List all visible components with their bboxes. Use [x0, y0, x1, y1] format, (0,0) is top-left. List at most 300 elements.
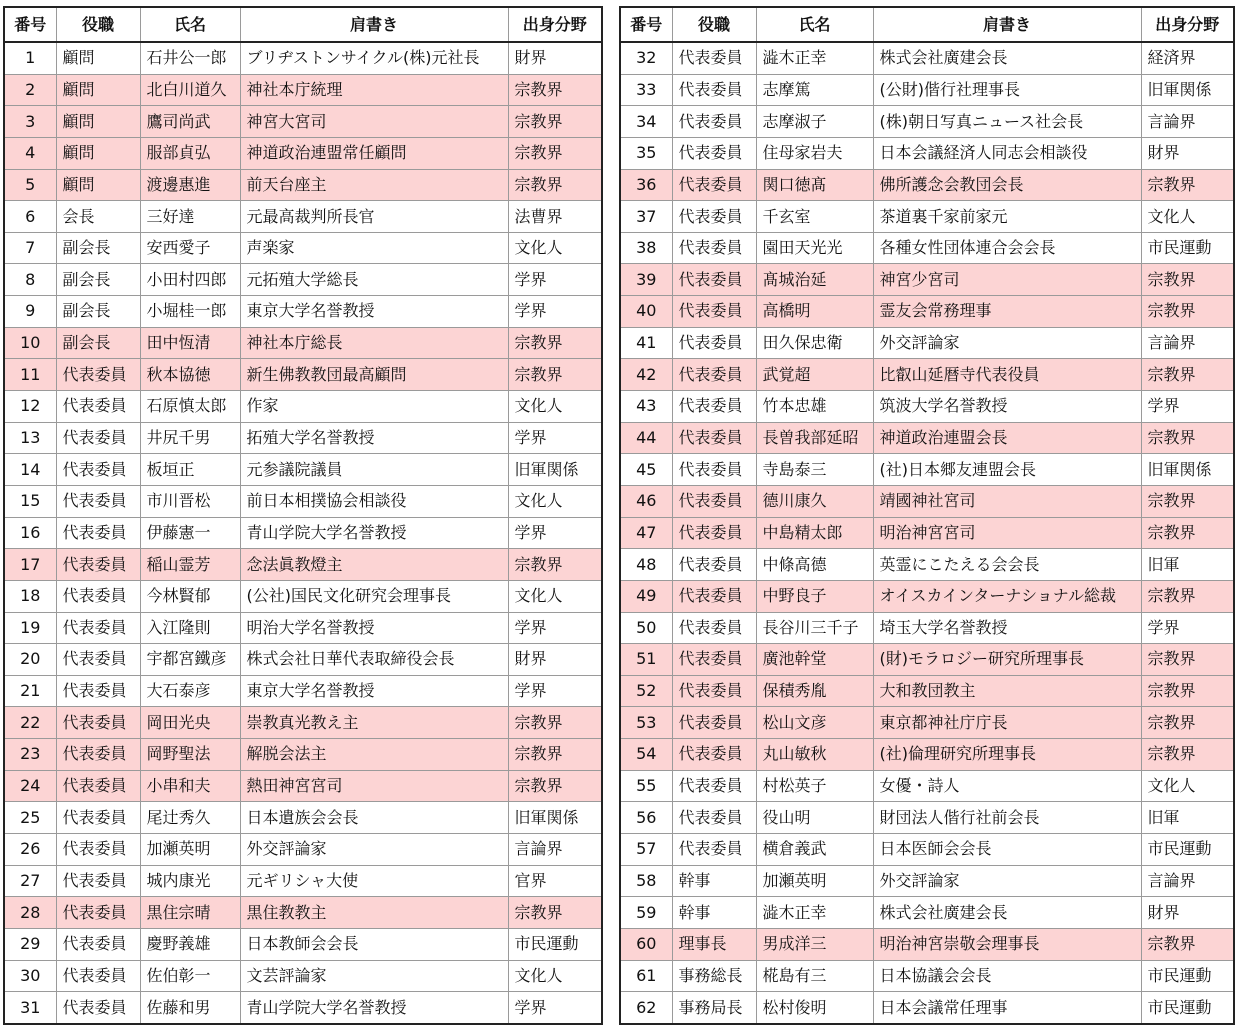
- cell-role: 代表委員: [56, 834, 140, 866]
- cell-field: 学界: [508, 422, 602, 454]
- cell-role: 代表委員: [672, 739, 756, 771]
- cell-field: 旧軍関係: [508, 802, 602, 834]
- cell-number: 19: [4, 612, 56, 644]
- cell-number: 25: [4, 802, 56, 834]
- cell-name: 市川晋松: [140, 485, 240, 517]
- cell-name: 長曽我部延昭: [756, 422, 873, 454]
- cell-name: 小堀桂一郎: [140, 296, 240, 328]
- header-title: 肩書き: [240, 7, 508, 42]
- table-row: [620, 296, 1234, 328]
- table-row: [620, 169, 1234, 201]
- cell-title: 声楽家: [240, 232, 508, 264]
- cell-number: 34: [620, 106, 672, 138]
- cell-field: 経済界: [1141, 42, 1234, 74]
- cell-title: 崇教真光教え主: [240, 707, 508, 739]
- cell-field: 宗教界: [508, 169, 602, 201]
- cell-field: 宗教界: [1141, 422, 1234, 454]
- cell-number: 20: [4, 644, 56, 676]
- cell-number: 26: [4, 834, 56, 866]
- cell-role: 代表委員: [672, 201, 756, 233]
- cell-field: 宗教界: [508, 707, 602, 739]
- cell-role: 顧問: [56, 137, 140, 169]
- cell-name: 髙城治延: [756, 264, 873, 296]
- cell-field: 宗教界: [508, 327, 602, 359]
- cell-role: 代表委員: [56, 391, 140, 423]
- cell-number: 48: [620, 549, 672, 581]
- cell-title: 茶道裏千家前家元: [873, 201, 1141, 233]
- table-row: [620, 960, 1234, 992]
- cell-role: 幹事: [672, 865, 756, 897]
- cell-field: 言論界: [1141, 327, 1234, 359]
- table-row: [4, 74, 602, 106]
- table-row: [620, 422, 1234, 454]
- cell-number: 29: [4, 928, 56, 960]
- cell-name: 志摩篤: [756, 74, 873, 106]
- cell-title: 青山学院大学名誉教授: [240, 517, 508, 549]
- cell-number: 3: [4, 106, 56, 138]
- cell-role: 代表委員: [672, 517, 756, 549]
- cell-name: 丸山敏秋: [756, 739, 873, 771]
- cell-title: 外交評論家: [240, 834, 508, 866]
- cell-number: 35: [620, 137, 672, 169]
- cell-title: 新生佛教教団最高顧問: [240, 359, 508, 391]
- cell-number: 50: [620, 612, 672, 644]
- cell-field: 財界: [508, 42, 602, 74]
- cell-field: 学界: [508, 992, 602, 1024]
- cell-name: 宇都宮鐵彦: [140, 644, 240, 676]
- cell-role: 事務総長: [672, 960, 756, 992]
- cell-number: 13: [4, 422, 56, 454]
- cell-name: 加瀬英明: [756, 865, 873, 897]
- table-row: [4, 897, 602, 929]
- cell-number: 21: [4, 675, 56, 707]
- cell-field: 宗教界: [1141, 264, 1234, 296]
- cell-title: 青山学院大学名誉教授: [240, 992, 508, 1024]
- cell-number: 22: [4, 707, 56, 739]
- cell-name: 松山文彦: [756, 707, 873, 739]
- table-row: [620, 201, 1234, 233]
- cell-field: 宗教界: [1141, 485, 1234, 517]
- cell-number: 16: [4, 517, 56, 549]
- table-row: [620, 232, 1234, 264]
- cell-name: 伊藤憲一: [140, 517, 240, 549]
- cell-title: 大和教団教主: [873, 675, 1141, 707]
- table-row: [4, 296, 602, 328]
- table-row: [620, 137, 1234, 169]
- cell-field: 旧軍: [1141, 549, 1234, 581]
- cell-role: 代表委員: [672, 454, 756, 486]
- table-row: [4, 232, 602, 264]
- cell-field: 文化人: [508, 232, 602, 264]
- cell-name: 園田天光光: [756, 232, 873, 264]
- cell-number: 36: [620, 169, 672, 201]
- cell-field: 官界: [508, 865, 602, 897]
- cell-number: 45: [620, 454, 672, 486]
- cell-title: 外交評論家: [873, 327, 1141, 359]
- table-row: [620, 739, 1234, 771]
- header-role: 役職: [672, 7, 756, 42]
- cell-role: 顧問: [56, 42, 140, 74]
- cell-number: 49: [620, 580, 672, 612]
- cell-field: 宗教界: [508, 897, 602, 929]
- cell-number: 4: [4, 137, 56, 169]
- table-row: [620, 549, 1234, 581]
- header-role: 役職: [56, 7, 140, 42]
- cell-title: 元参議院議員: [240, 454, 508, 486]
- table-row: [4, 106, 602, 138]
- table-row: [620, 644, 1234, 676]
- cell-role: 代表委員: [672, 296, 756, 328]
- table-row: [620, 327, 1234, 359]
- table-row: [620, 928, 1234, 960]
- cell-number: 57: [620, 834, 672, 866]
- cell-name: 中島精太郎: [756, 517, 873, 549]
- cell-name: 佐伯彰一: [140, 960, 240, 992]
- table-row: [4, 169, 602, 201]
- cell-title: 元ギリシャ大使: [240, 865, 508, 897]
- table-row: [4, 359, 602, 391]
- cell-field: 言論界: [1141, 865, 1234, 897]
- cell-field: 文化人: [508, 391, 602, 423]
- cell-name: 高橋明: [756, 296, 873, 328]
- cell-role: 代表委員: [56, 865, 140, 897]
- cell-role: 代表委員: [56, 359, 140, 391]
- cell-number: 7: [4, 232, 56, 264]
- cell-name: 中條高德: [756, 549, 873, 581]
- cell-name: 渡邊惠進: [140, 169, 240, 201]
- cell-number: 54: [620, 739, 672, 771]
- cell-name: 澁木正幸: [756, 42, 873, 74]
- cell-name: 寺島泰三: [756, 454, 873, 486]
- cell-title: 日本協議会会長: [873, 960, 1141, 992]
- cell-field: 言論界: [1141, 106, 1234, 138]
- cell-number: 2: [4, 74, 56, 106]
- cell-number: 17: [4, 549, 56, 581]
- cell-field: 市民運動: [1141, 992, 1234, 1024]
- cell-title: 財団法人偕行社前会長: [873, 802, 1141, 834]
- cell-number: 56: [620, 802, 672, 834]
- table-body-left: [4, 42, 602, 1024]
- cell-number: 33: [620, 74, 672, 106]
- cell-name: 中野良子: [756, 580, 873, 612]
- cell-field: 宗教界: [1141, 296, 1234, 328]
- table-row: [4, 422, 602, 454]
- cell-field: 宗教界: [508, 106, 602, 138]
- cell-number: 58: [620, 865, 672, 897]
- cell-title: 霊友会常務理事: [873, 296, 1141, 328]
- cell-number: 47: [620, 517, 672, 549]
- cell-role: 顧問: [56, 74, 140, 106]
- cell-name: 岡野聖法: [140, 739, 240, 771]
- cell-number: 31: [4, 992, 56, 1024]
- cell-title: 日本教師会会長: [240, 928, 508, 960]
- cell-field: 財界: [1141, 897, 1234, 929]
- cell-role: 代表委員: [672, 770, 756, 802]
- cell-name: 今林賢郁: [140, 580, 240, 612]
- cell-title: 元最高裁判所長官: [240, 201, 508, 233]
- cell-role: 代表委員: [56, 485, 140, 517]
- cell-title: 東京大学名誉教授: [240, 296, 508, 328]
- cell-role: 事務局長: [672, 992, 756, 1024]
- cell-number: 24: [4, 770, 56, 802]
- cell-name: 長谷川三千子: [756, 612, 873, 644]
- cell-field: 宗教界: [508, 770, 602, 802]
- table-row: [620, 992, 1234, 1024]
- cell-role: 副会長: [56, 327, 140, 359]
- cell-field: 学界: [1141, 391, 1234, 423]
- cell-field: 学界: [1141, 612, 1234, 644]
- cell-title: 文芸評論家: [240, 960, 508, 992]
- cell-field: 旧軍関係: [1141, 74, 1234, 106]
- table-row: [4, 137, 602, 169]
- cell-title: 各種女性団体連合会会長: [873, 232, 1141, 264]
- table-row: [620, 865, 1234, 897]
- cell-title: 東京大学名誉教授: [240, 675, 508, 707]
- cell-role: 副会長: [56, 296, 140, 328]
- cell-role: 代表委員: [672, 106, 756, 138]
- cell-title: 株式会社廣建会長: [873, 42, 1141, 74]
- cell-number: 1: [4, 42, 56, 74]
- cell-role: 代表委員: [672, 42, 756, 74]
- cell-name: 住母家岩夫: [756, 137, 873, 169]
- cell-number: 30: [4, 960, 56, 992]
- cell-number: 38: [620, 232, 672, 264]
- cell-name: 村松英子: [756, 770, 873, 802]
- cell-field: 文化人: [508, 485, 602, 517]
- cell-number: 46: [620, 485, 672, 517]
- cell-name: 田久保忠衛: [756, 327, 873, 359]
- cell-title: 念法眞教燈主: [240, 549, 508, 581]
- cell-field: 学界: [508, 296, 602, 328]
- members-table-right: [619, 6, 1235, 1025]
- cell-role: 会長: [56, 201, 140, 233]
- cell-title: 前天台座主: [240, 169, 508, 201]
- cell-number: 18: [4, 580, 56, 612]
- cell-name: 大石泰彦: [140, 675, 240, 707]
- cell-name: 加瀬英明: [140, 834, 240, 866]
- cell-title: 外交評論家: [873, 865, 1141, 897]
- cell-title: 解脱会法主: [240, 739, 508, 771]
- cell-title: 女優・詩人: [873, 770, 1141, 802]
- cell-role: 代表委員: [56, 960, 140, 992]
- header-number: 番号: [4, 7, 56, 42]
- cell-name: 岡田光央: [140, 707, 240, 739]
- cell-field: 学界: [508, 517, 602, 549]
- cell-role: 代表委員: [672, 74, 756, 106]
- cell-field: 法曹界: [508, 201, 602, 233]
- cell-field: 宗教界: [1141, 928, 1234, 960]
- cell-field: 財界: [1141, 137, 1234, 169]
- table-row: [620, 802, 1234, 834]
- cell-number: 23: [4, 739, 56, 771]
- cell-number: 28: [4, 897, 56, 929]
- table-row: [620, 612, 1234, 644]
- cell-field: 宗教界: [1141, 739, 1234, 771]
- table-row: [620, 391, 1234, 423]
- cell-name: 北白川道久: [140, 74, 240, 106]
- cell-title: 東京都神社庁庁長: [873, 707, 1141, 739]
- cell-role: 代表委員: [672, 169, 756, 201]
- cell-field: 財界: [508, 644, 602, 676]
- cell-number: 61: [620, 960, 672, 992]
- cell-role: 代表委員: [672, 485, 756, 517]
- table-row: [4, 327, 602, 359]
- table-row: [4, 960, 602, 992]
- cell-field: 文化人: [1141, 201, 1234, 233]
- cell-name: 澁木正幸: [756, 897, 873, 929]
- cell-number: 62: [620, 992, 672, 1024]
- table-row: [620, 834, 1234, 866]
- cell-title: 日本遺族会会長: [240, 802, 508, 834]
- table-row: [4, 612, 602, 644]
- cell-name: 秋本協徳: [140, 359, 240, 391]
- table-row: [4, 42, 602, 74]
- cell-field: 文化人: [508, 960, 602, 992]
- table-row: [620, 264, 1234, 296]
- cell-name: 井尻千男: [140, 422, 240, 454]
- table-row: [4, 802, 602, 834]
- header-row: [4, 7, 602, 42]
- table-row: [4, 454, 602, 486]
- cell-name: 役山明: [756, 802, 873, 834]
- cell-name: 武覚超: [756, 359, 873, 391]
- cell-field: 宗教界: [1141, 517, 1234, 549]
- cell-role: 代表委員: [672, 359, 756, 391]
- cell-field: 宗教界: [508, 137, 602, 169]
- cell-role: 代表委員: [56, 422, 140, 454]
- cell-title: 元拓殖大学総長: [240, 264, 508, 296]
- cell-name: 横倉義武: [756, 834, 873, 866]
- cell-number: 51: [620, 644, 672, 676]
- cell-field: 旧軍関係: [1141, 454, 1234, 486]
- cell-field: 言論界: [508, 834, 602, 866]
- cell-name: 小串和夫: [140, 770, 240, 802]
- cell-number: 37: [620, 201, 672, 233]
- cell-field: 宗教界: [1141, 359, 1234, 391]
- table-row: [4, 865, 602, 897]
- cell-name: 安西愛子: [140, 232, 240, 264]
- cell-title: 株式会社日華代表取締役会長: [240, 644, 508, 676]
- cell-role: 代表委員: [56, 517, 140, 549]
- cell-name: 男成洋三: [756, 928, 873, 960]
- cell-field: 市民運動: [508, 928, 602, 960]
- cell-name: 椛島有三: [756, 960, 873, 992]
- table-row: [4, 992, 602, 1024]
- table-row: [4, 580, 602, 612]
- cell-title: (財)モラロジー研究所理事長: [873, 644, 1141, 676]
- cell-role: 代表委員: [672, 802, 756, 834]
- cell-role: 代表委員: [672, 422, 756, 454]
- cell-field: 宗教界: [508, 739, 602, 771]
- cell-role: 幹事: [672, 897, 756, 929]
- cell-field: 宗教界: [1141, 675, 1234, 707]
- cell-role: 代表委員: [672, 391, 756, 423]
- cell-field: 旧軍: [1141, 802, 1234, 834]
- header-field: 出身分野: [508, 7, 602, 42]
- table-row: [4, 928, 602, 960]
- cell-name: 三好達: [140, 201, 240, 233]
- cell-role: 代表委員: [672, 612, 756, 644]
- table-row: [620, 106, 1234, 138]
- cell-title: 日本会議常任理事: [873, 992, 1141, 1024]
- cell-title: 日本医師会会長: [873, 834, 1141, 866]
- cell-role: 代表委員: [672, 834, 756, 866]
- cell-role: 代表委員: [56, 612, 140, 644]
- table-row: [620, 675, 1234, 707]
- cell-name: 服部貞弘: [140, 137, 240, 169]
- cell-role: 代表委員: [56, 802, 140, 834]
- cell-title: 明治大学名誉教授: [240, 612, 508, 644]
- cell-title: 神社本庁総長: [240, 327, 508, 359]
- cell-name: 志摩淑子: [756, 106, 873, 138]
- table-row: [620, 580, 1234, 612]
- cell-title: 明治神宮宮司: [873, 517, 1141, 549]
- cell-role: 代表委員: [56, 992, 140, 1024]
- cell-role: 代表委員: [672, 675, 756, 707]
- cell-name: 德川康久: [756, 485, 873, 517]
- cell-name: 田中恆清: [140, 327, 240, 359]
- cell-role: 代表委員: [56, 454, 140, 486]
- cell-name: 稲山霊芳: [140, 549, 240, 581]
- table-row: [620, 485, 1234, 517]
- header-name: 氏名: [140, 7, 240, 42]
- cell-number: 40: [620, 296, 672, 328]
- table-row: [4, 485, 602, 517]
- cell-field: 宗教界: [1141, 644, 1234, 676]
- cell-name: 石原慎太郎: [140, 391, 240, 423]
- cell-number: 6: [4, 201, 56, 233]
- cell-role: 代表委員: [56, 580, 140, 612]
- cell-title: 神社本庁統理: [240, 74, 508, 106]
- cell-name: 城内康光: [140, 865, 240, 897]
- cell-role: 代表委員: [56, 549, 140, 581]
- header-name: 氏名: [756, 7, 873, 42]
- table-body-right: [620, 42, 1234, 1024]
- cell-field: 市民運動: [1141, 232, 1234, 264]
- cell-title: 神道政治連盟常任顧問: [240, 137, 508, 169]
- cell-title: 筑波大学名誉教授: [873, 391, 1141, 423]
- cell-title: 黒住教教主: [240, 897, 508, 929]
- cell-number: 60: [620, 928, 672, 960]
- cell-field: 学界: [508, 264, 602, 296]
- cell-role: 代表委員: [56, 739, 140, 771]
- cell-number: 10: [4, 327, 56, 359]
- table-row: [620, 42, 1234, 74]
- cell-field: 宗教界: [1141, 169, 1234, 201]
- cell-number: 9: [4, 296, 56, 328]
- cell-number: 42: [620, 359, 672, 391]
- cell-role: 代表委員: [56, 707, 140, 739]
- cell-title: 神宮大宮司: [240, 106, 508, 138]
- cell-role: 代表委員: [56, 644, 140, 676]
- cell-name: 竹本忠雄: [756, 391, 873, 423]
- table-row: [4, 264, 602, 296]
- table-row: [620, 454, 1234, 486]
- cell-number: 39: [620, 264, 672, 296]
- table-row: [620, 897, 1234, 929]
- table-row: [620, 359, 1234, 391]
- cell-number: 55: [620, 770, 672, 802]
- header-title: 肩書き: [873, 7, 1141, 42]
- cell-name: 保積秀胤: [756, 675, 873, 707]
- cell-field: 市民運動: [1141, 960, 1234, 992]
- cell-role: 副会長: [56, 264, 140, 296]
- table-row: [4, 707, 602, 739]
- members-table-left: [3, 6, 603, 1025]
- cell-field: 宗教界: [508, 74, 602, 106]
- table-row: [4, 517, 602, 549]
- cell-field: 宗教界: [1141, 707, 1234, 739]
